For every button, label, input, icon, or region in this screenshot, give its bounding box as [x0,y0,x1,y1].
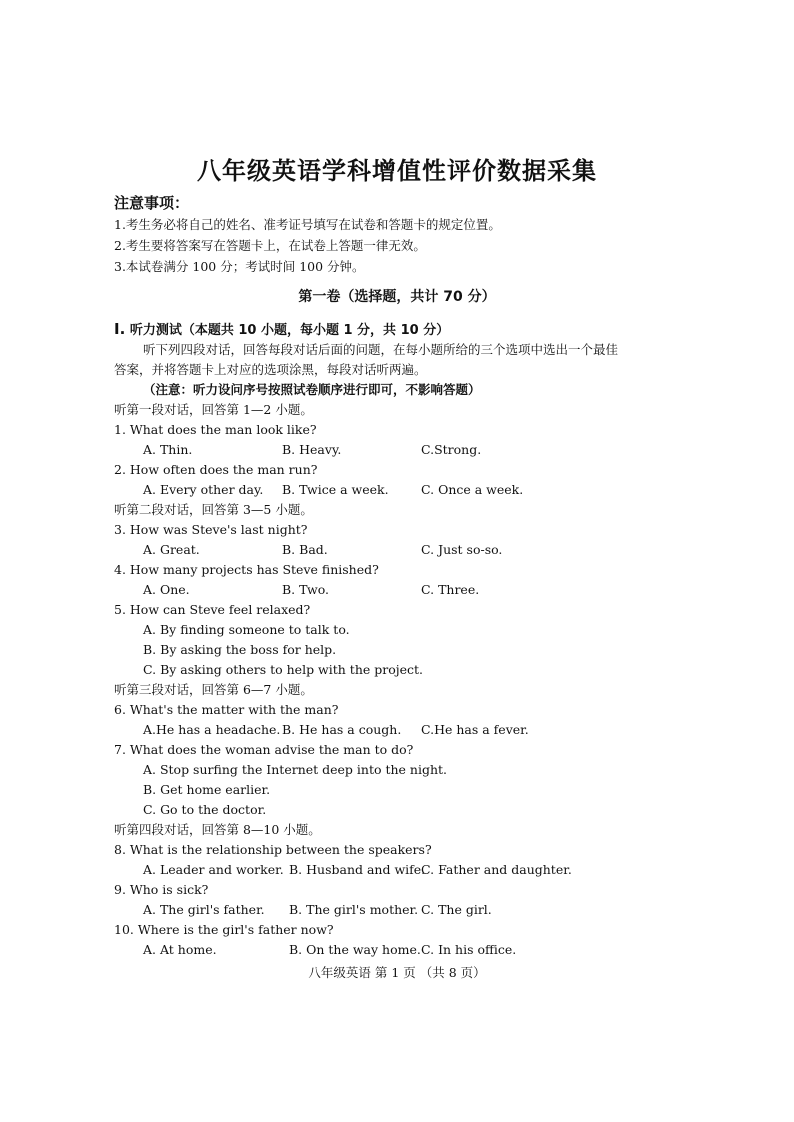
option-c: C. In his office. [421,942,517,957]
question-text: 6. What's the matter with the man? [114,702,339,717]
option-b: B. Heavy. [282,442,342,457]
question-text: 8. What is the relationship between the speakers? [114,842,432,857]
question-text: 5. How can Steve feel relaxed? [114,602,311,617]
option-a: A.He has a headache. [143,722,281,737]
option-b: B. Husband and wife. [289,862,426,877]
page-title: 八年级英语学科增值性评价数据采集 [197,157,597,185]
question-text: 2. How often does the man run? [114,462,318,477]
dialogue-instruction: 听第二段对话，回答第 3—5 小题。 [114,502,313,517]
option-a: A. Great. [143,542,200,557]
option-c: C. Just so-so. [421,542,503,557]
question-text: 10. Where is the girl's father now? [114,922,334,937]
option-b: B. Twice a week. [282,482,389,497]
notice-item: 1.考生务必将自己的姓名、准考证号填写在试卷和答题卡的规定位置。 [114,217,501,232]
notice-item: 2.考生要将答案写在答题卡上，在试卷上答题一律无效。 [114,238,426,253]
section-instruction: 答案，并将答题卡上对应的选项涂黑，每段对话听两遍。 [114,362,427,377]
option-c: C. By asking others to help with the project. [143,662,424,677]
section-heading: 听力测试（本题共 10 小题，每小题 1 分，共 10 分） [129,323,450,338]
question-text: 3. How was Steve's last night? [114,522,308,537]
question-text: 9. Who is sick? [114,882,209,897]
dialogue-instruction: 听第四段对话，回答第 8—10 小题。 [114,822,321,837]
section-note: （注意：听力设问序号按照试卷顺序进行即可，不影响答题） [143,382,481,397]
option-b: B. On the way home. [289,942,421,957]
option-a: A. Thin. [143,442,193,457]
option-b: B. Bad. [282,542,328,557]
option-a: A. At home. [143,942,217,957]
notice-item: 3.本试卷满分 100 分；考试时间 100 分钟。 [114,259,365,274]
option-a: A. By finding someone to talk to. [143,622,350,637]
notice-heading: 注意事项： [114,194,190,212]
part-title: 第一卷（选择题，共计 70 分） [298,289,496,305]
dialogue-instruction: 听第一段对话，回答第 1—2 小题。 [114,402,313,417]
option-b: B. The girl's mother. [289,902,419,917]
question-text: 4. How many projects has Steve finished? [114,562,379,577]
section-title [114,319,449,341]
option-a: A. Stop surfing the Internet deep into the night. [143,762,448,777]
option-a: A. One. [143,582,190,597]
option-b: B. By asking the boss for help. [143,642,337,657]
option-c: C.He has a fever. [421,722,529,737]
question-text: 1. What does the man look like? [114,422,317,437]
option-c: C. Three. [421,582,480,597]
page-footer: 八年级英语 第 1 页 （共 8 页） [308,965,486,980]
dialogue-instruction: 听第三段对话，回答第 6—7 小题。 [114,682,313,697]
option-c: C.Strong. [421,442,482,457]
section-numeral: I. [114,320,126,338]
option-c: C. Father and daughter. [421,862,572,877]
option-a: A. Leader and worker. [143,862,284,877]
question-text: 7. What does the woman advise the man to do? [114,742,414,757]
option-a: A. Every other day. [143,482,264,497]
option-a: A. The girl's father. [143,902,265,917]
option-b: B. Two. [282,582,330,597]
section-instruction: 听下列四段对话，回答每段对话后面的问题，在每小题所给的三个选项中选出一个最佳 [143,342,619,357]
option-b: B. Get home earlier. [143,782,271,797]
option-c: C. The girl. [421,902,492,917]
option-c: C. Go to the doctor. [143,802,267,817]
option-b: B. He has a cough. [282,722,402,737]
option-c: C. Once a week. [421,482,524,497]
